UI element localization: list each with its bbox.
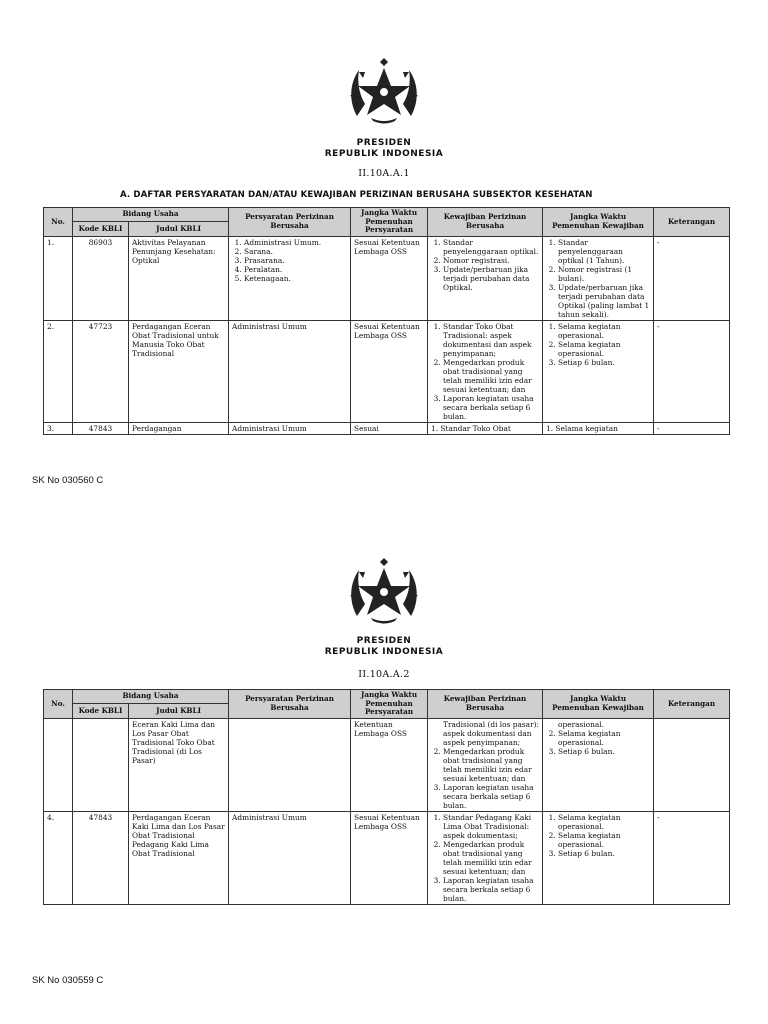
table-row [44, 422, 730, 434]
cell-jangka-persyaratan: Sesuai Ketentuan Lembaga OSS [351, 236, 428, 320]
list-item-continued: Tradisional (di los pasar): aspek dokumentasi dan aspek penyimpanan; [443, 719, 539, 747]
header-keterangan: Keterangan [654, 690, 730, 719]
cell-persyaratan [229, 718, 351, 811]
cell-jangka-kewajiban [543, 236, 654, 320]
list-item: 1. Selama kegiatan operasional. [558, 322, 650, 340]
list-item: 2. Selama kegiatan operasional. [558, 729, 650, 747]
cell-judul: Eceran Kaki Lima dan Los Pasar Obat Tradisional Toko Obat Tradisional (di Los Pasar) [129, 718, 229, 811]
list-item: 3. Update/perbaruan jika terjadi perubahan data Optikal (paling lambat 1 tahun sekali). [558, 283, 650, 319]
cell-kewajiban [428, 320, 543, 422]
cell-kode: 47843 [73, 422, 129, 434]
document-code: II.10A.A.2 [358, 669, 410, 680]
heading-line-1: PRESIDEN [356, 138, 412, 148]
header-kode-kbli: Kode KBLI [73, 704, 129, 718]
header-no: No. [44, 208, 73, 237]
cell-no: 4. [44, 811, 73, 904]
list-item: 2. Nomor registrasi. [443, 256, 539, 265]
footer-sk-number: SK No 030559 C [32, 975, 104, 986]
table-row [44, 811, 730, 904]
cell-jangka-persyaratan: Ketentuan Lembaga OSS [351, 718, 428, 811]
list-item: 1. Standar Toko Obat Tradisional: aspek dokumentasi dan aspek penyimpanan; [443, 322, 539, 358]
cell-no: 2. [44, 320, 73, 422]
cell-keterangan: - [654, 320, 730, 422]
header-no: No. [44, 690, 73, 719]
cell-kode [73, 718, 129, 811]
header-jangka-persyaratan: Jangka Waktu Pemenuhan Persyaratan [351, 690, 428, 719]
header-kewajiban: Kewajiban Perizinan Berusaha [428, 690, 543, 719]
cell-jangka-persyaratan: Sesuai Ketentuan Lembaga OSS [351, 811, 428, 904]
cell-kewajiban [428, 236, 543, 320]
list-item: 3. Laporan kegiatan usaha secara berkala setiap 6 bulan. [443, 394, 539, 421]
cell-jangka-persyaratan: Sesuai [351, 422, 428, 434]
cell-kewajiban: 1. Standar Toko Obat [428, 422, 543, 434]
cell-persyaratan: Administrasi Umum [229, 320, 351, 422]
list-item: 2. Sarana. [244, 247, 347, 256]
list-item: 1. Selama kegiatan operasional. [558, 813, 650, 831]
list-item: 2. Nomor registrasi (1 bulan). [558, 265, 650, 283]
presiden-heading [0, 636, 768, 658]
cell-persyaratan: Administrasi Umum [229, 422, 351, 434]
table-row [44, 718, 730, 811]
list-item: 1. Standar Pedagang Kaki Lima Obat Tradisional: aspek dokumentasi; [443, 813, 539, 840]
list-item: 2. Mengedarkan produk obat tradisional yang telah memiliki izin edar sesuai ketentuan; dan [443, 840, 539, 876]
cell-jangka-kewajiban [543, 320, 654, 422]
cell-kewajiban [428, 811, 543, 904]
heading-line-2: REPUBLIK INDONESIA [324, 647, 444, 657]
list-item: 4. Peralatan. [244, 265, 347, 274]
header-keterangan: Keterangan [654, 208, 730, 237]
cell-judul: Perdagangan Eceran Obat Tradisional untuk Manusia Toko Obat Tradisional [129, 320, 229, 422]
document-page-1 [0, 0, 768, 510]
list-item: 3. Laporan kegiatan usaha secara berkala setiap 6 bulan. [443, 876, 539, 903]
heading-line-1: PRESIDEN [356, 636, 412, 646]
cell-keterangan [654, 718, 730, 811]
header-persyaratan: Persyaratan Perizinan Berusaha [229, 208, 351, 237]
cell-kode: 86903 [73, 236, 129, 320]
header-jangka-kewajiban: Jangka Waktu Pemenuhan Kewajiban [543, 690, 654, 719]
heading-line-2: REPUBLIK INDONESIA [324, 149, 444, 159]
cell-persyaratan [229, 236, 351, 320]
cell-kode: 47843 [73, 811, 129, 904]
cell-kode: 47723 [73, 320, 129, 422]
cell-no [44, 718, 73, 811]
list-item: 3. Setiap 6 bulan. [558, 747, 650, 756]
header-jangka-kewajiban: Jangka Waktu Pemenuhan Kewajiban [543, 208, 654, 237]
garuda-star-emblem-icon [347, 58, 421, 124]
cell-jangka-kewajiban: 1. Selama kegiatan [543, 422, 654, 434]
list-item: 3. Prasarana. [244, 256, 347, 265]
table-row [44, 236, 730, 320]
header-bidang-usaha: Bidang Usaha [73, 208, 229, 222]
cell-keterangan: - [654, 236, 730, 320]
list-item: 1. Standar penyelenggaraan optikal. [443, 238, 539, 256]
cell-jangka-persyaratan: Sesuai Ketentuan Lembaga OSS [351, 320, 428, 422]
footer-sk-number: SK No 030560 C [32, 475, 104, 486]
cell-keterangan: - [654, 811, 730, 904]
list-item-continued: operasional. [558, 719, 604, 729]
list-item: 5. Ketenagaan. [244, 274, 347, 283]
section-title: A. DAFTAR PERSYARATAN DAN/ATAU KEWAJIBAN PERIZINAN BERUSAHA SUBSEKTOR KESEHATAN [120, 190, 593, 200]
list-item: 3. Setiap 6 bulan. [558, 849, 650, 858]
cell-keterangan: - [654, 422, 730, 434]
header-judul-kbli: Judul KBLI [129, 704, 229, 718]
cell-jangka-kewajiban [543, 811, 654, 904]
list-item: 1. Standar penyelenggaraan optikal (1 Tahun). [558, 238, 650, 265]
requirements-table [43, 207, 730, 435]
document-code: II.10A.A.1 [358, 168, 410, 179]
cell-jangka-kewajiban [543, 718, 654, 811]
cell-no: 1. [44, 236, 73, 320]
cell-judul: Perdagangan Eceran Kaki Lima dan Los Pasar Obat Tradisional Pedagang Kaki Lima Obat Tradisional [129, 811, 229, 904]
list-item: 3. Laporan kegiatan usaha secara berkala setiap 6 bulan. [443, 783, 539, 810]
header-jangka-persyaratan: Jangka Waktu Pemenuhan Persyaratan [351, 208, 428, 237]
cell-persyaratan: Administrasi Umum [229, 811, 351, 904]
header-kewajiban: Kewajiban Perizinan Berusaha [428, 208, 543, 237]
header-bidang-usaha: Bidang Usaha [73, 690, 229, 704]
cell-judul: Perdagangan [129, 422, 229, 434]
list-item: 3. Setiap 6 bulan. [558, 358, 650, 367]
header-kode-kbli: Kode KBLI [73, 222, 129, 236]
cell-kewajiban [428, 718, 543, 811]
list-item: 1. Administrasi Umum. [244, 238, 347, 247]
header-judul-kbli: Judul KBLI [129, 222, 229, 236]
garuda-star-emblem-icon [347, 558, 421, 624]
header-persyaratan: Persyaratan Perizinan Berusaha [229, 690, 351, 719]
list-item: 2. Selama kegiatan operasional. [558, 831, 650, 849]
list-item: 2. Selama kegiatan operasional. [558, 340, 650, 358]
document-page-2 [0, 512, 768, 1024]
list-item: 2. Mengedarkan produk obat tradisional yang telah memiliki izin edar sesuai ketentuan; dan [443, 747, 539, 783]
presiden-heading [0, 138, 768, 160]
table-row [44, 320, 730, 422]
requirements-table [43, 689, 730, 905]
cell-judul: Aktivitas Pelayanan Penunjang Kesehatan: Optikal [129, 236, 229, 320]
cell-no: 3. [44, 422, 73, 434]
list-item: 3. Update/perbaruan jika terjadi perubahan data Optikal. [443, 265, 539, 292]
list-item: 2. Mengedarkan produk obat tradisional yang telah memiliki izin edar sesuai ketentuan; dan [443, 358, 539, 394]
